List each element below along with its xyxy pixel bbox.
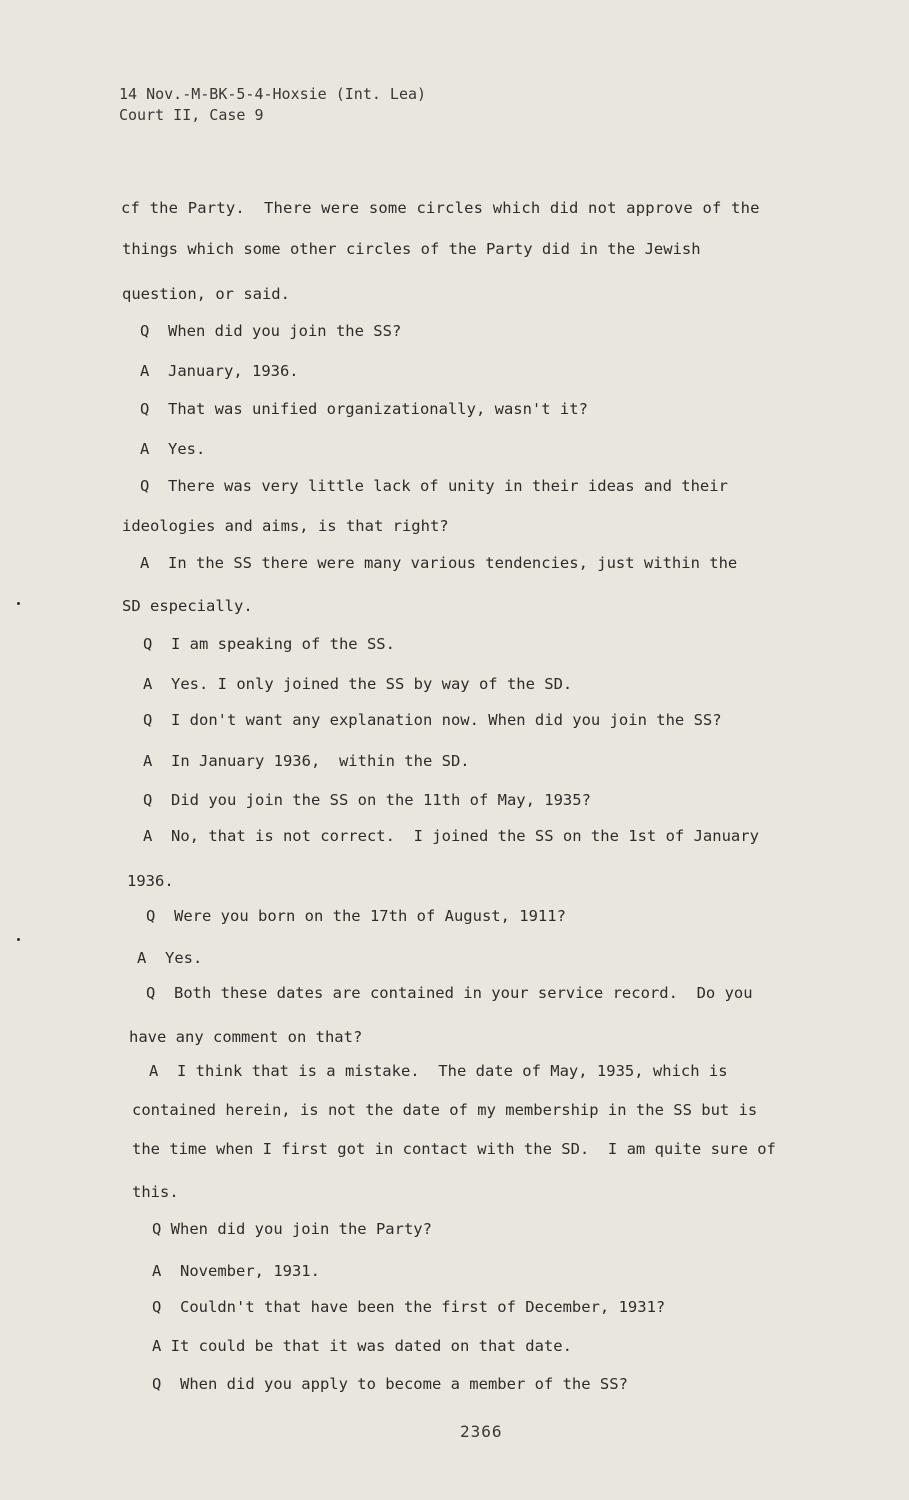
answer-line: A In January 1936, within the SD. <box>143 752 470 770</box>
answer-line: A Yes. I only joined the SS by way of the SD. <box>143 675 573 693</box>
text-line: question, or said. <box>122 285 290 303</box>
answer-line: A January, 1936. <box>140 362 299 380</box>
question-line: Q When did you apply to become a member of the SS? <box>152 1375 628 1393</box>
answer-line: A November, 1931. <box>152 1262 320 1280</box>
answer-line: A Yes. <box>137 949 203 967</box>
question-line: Q When did you join the SS? <box>140 322 402 340</box>
question-line: Q I am speaking of the SS. <box>143 635 395 653</box>
text-line: this. <box>132 1183 179 1201</box>
header-line-1: 14 Nov.-M-BK-5-4-Hoxsie (Int. Lea) <box>119 85 427 103</box>
text-line: ideologies and aims, is that right? <box>122 517 449 535</box>
question-line: Q That was unified organizationally, wasn't it? <box>140 400 588 418</box>
answer-line: A In the SS there were many various tendencies, just within the <box>140 554 738 572</box>
text-line: the time when I first got in contact with the SD. I am quite sure of <box>132 1140 776 1158</box>
question-line: Q Both these dates are contained in your service record. Do you <box>146 984 753 1002</box>
page-number: 2366 <box>460 1422 503 1441</box>
text-line: cf the Party. There were some circles which did not approve of the <box>121 199 760 217</box>
text-line: things which some other circles of the Party did in the Jewish <box>122 240 701 258</box>
answer-line: A I think that is a mistake. The date of May, 1935, which is <box>149 1062 728 1080</box>
question-line: Q I don't want any explanation now. When did you join the SS? <box>143 711 722 729</box>
question-line: Q Couldn't that have been the first of December, 1931? <box>152 1298 666 1316</box>
text-line: 1936. <box>127 872 174 890</box>
paper-speck <box>17 602 20 605</box>
text-line: contained herein, is not the date of my membership in the SS but is <box>132 1101 758 1119</box>
header-line-2: Court II, Case 9 <box>119 106 264 124</box>
question-line: Q When did you join the Party? <box>152 1220 432 1238</box>
text-line: have any comment on that? <box>129 1028 363 1046</box>
question-line: Q There was very little lack of unity in their ideas and their <box>140 477 728 495</box>
answer-line: A Yes. <box>140 440 206 458</box>
answer-line: A No, that is not correct. I joined the SS on the 1st of January <box>143 827 759 845</box>
text-line: SD especially. <box>122 597 253 615</box>
question-line: Q Did you join the SS on the 11th of May, 1935? <box>143 791 591 809</box>
question-line: Q Were you born on the 17th of August, 1911? <box>146 907 566 925</box>
paper-speck <box>17 938 20 941</box>
answer-line: A It could be that it was dated on that date. <box>152 1337 572 1355</box>
